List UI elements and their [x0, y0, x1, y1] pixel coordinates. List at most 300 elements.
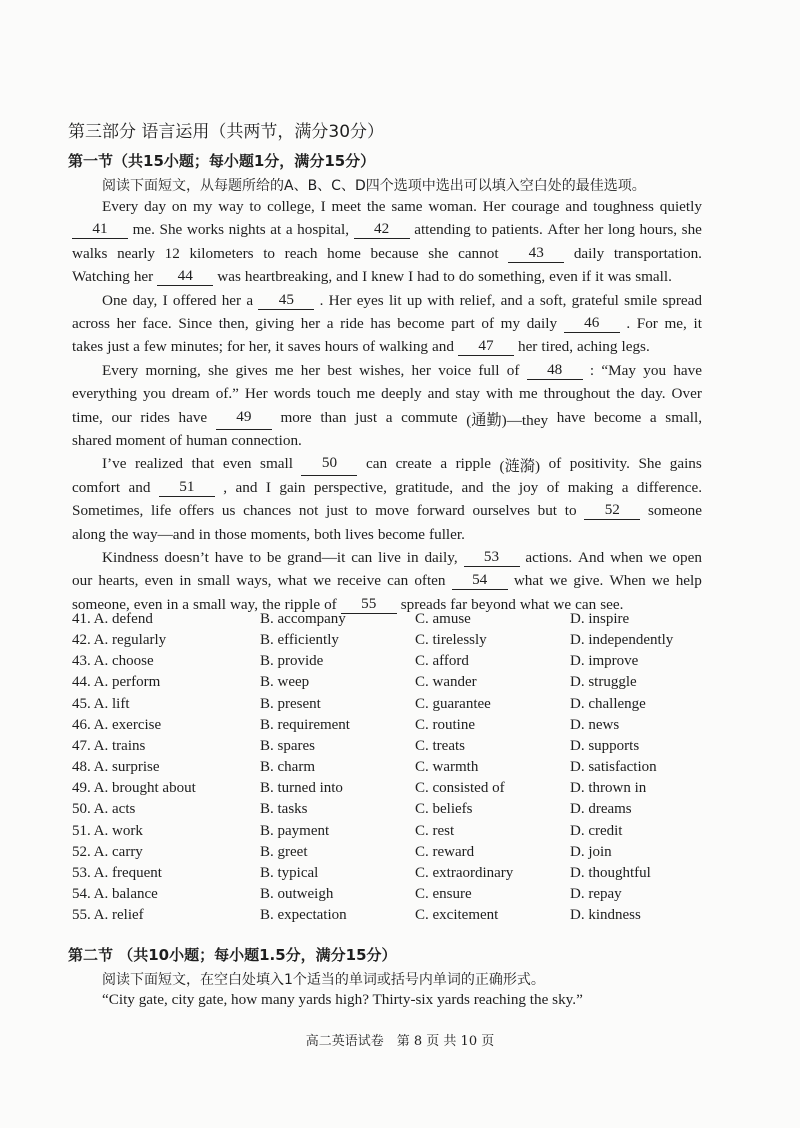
passage-word: I	[408, 268, 414, 286]
passage-word: gains	[669, 455, 702, 473]
passage-word: works	[186, 221, 224, 239]
passage-word: meet	[331, 198, 362, 215]
passage-word: lives	[345, 525, 374, 543]
option-item: B. charm	[260, 759, 315, 776]
passage-word: everything	[72, 385, 137, 403]
passage-word: and	[461, 478, 484, 496]
passage-word: we	[549, 572, 568, 590]
passage-line	[102, 362, 702, 380]
passage-word: dream	[171, 385, 210, 403]
passage-word: with	[427, 291, 455, 309]
passage-word: woman.	[428, 198, 477, 215]
passage-word: doesn’t	[164, 549, 209, 566]
passage-word: of	[324, 595, 337, 613]
passage-word: it	[693, 315, 702, 332]
passage-word: daily,	[424, 549, 458, 566]
option-item: B. outweigh	[260, 885, 334, 902]
passage-word: day,	[132, 291, 158, 309]
passage-word: move	[375, 502, 409, 520]
passage-word: to	[249, 549, 262, 566]
option-item: B. accompany	[260, 611, 346, 627]
option-item: B. greet	[260, 843, 308, 860]
option-item: B. present	[260, 695, 321, 712]
passage-word: even	[222, 455, 252, 473]
passage-word: the	[109, 525, 129, 543]
passage-word: Every	[102, 361, 139, 379]
passage-word: Sometimes,	[72, 502, 144, 520]
option-item: D. struggle	[570, 674, 637, 691]
answer-blank: 47	[458, 338, 514, 356]
answer-blank: 49	[216, 409, 272, 430]
answer-blank: 52	[584, 502, 640, 520]
passage-word: minutes;	[170, 338, 224, 356]
option-item: D. supports	[570, 737, 640, 754]
option-item: C. tirelessly	[415, 632, 487, 649]
passage-line	[72, 526, 702, 544]
passage-word: courage	[511, 198, 560, 215]
passage-word: the	[616, 385, 635, 403]
passage-word: of	[548, 455, 562, 473]
passage-word: face.	[142, 315, 172, 332]
passage-word: become	[594, 408, 642, 426]
passage-word: we	[313, 572, 331, 590]
passage-word: it	[595, 268, 604, 286]
passage-word: even	[549, 268, 578, 286]
option-item: B. typical	[260, 864, 319, 881]
passage-word: in	[406, 549, 419, 566]
passage-word: but	[537, 502, 558, 520]
passage-word: Her	[482, 198, 506, 215]
passage-word: up	[406, 291, 423, 309]
passage-word: of.”	[215, 385, 239, 403]
option-item: 52. A. carry	[72, 843, 143, 860]
passage-word: our	[111, 408, 132, 426]
passage-word: attending	[414, 221, 471, 239]
passage-word: touch	[316, 385, 351, 403]
passage-word: cannot	[458, 244, 499, 262]
passage-word: small	[193, 595, 226, 613]
passage-word: do	[458, 268, 475, 286]
option-item: D. inspire	[570, 611, 630, 627]
option-item: 50. A. acts	[72, 801, 136, 818]
passage-word: daily	[526, 315, 558, 332]
passage-word: give.	[573, 572, 604, 590]
option-item: C. rest	[415, 822, 455, 839]
passage-line	[102, 292, 702, 310]
passage-word: I	[162, 291, 168, 309]
option-item: D. dreams	[570, 801, 632, 818]
passage-word: 12	[164, 244, 180, 262]
option-item: C. reward	[415, 843, 475, 860]
passage-line	[72, 432, 702, 450]
passage-word: beyond	[471, 595, 516, 613]
passage-word: those	[214, 525, 247, 543]
passage-word: same	[391, 198, 423, 215]
passage-word: and	[565, 198, 588, 215]
passage-word: live	[378, 549, 401, 566]
passage-word: words	[273, 385, 311, 403]
passage-word: become	[397, 315, 445, 332]
passage-word: open	[672, 549, 702, 566]
passage-word: soft,	[539, 291, 567, 309]
passage-word: .	[319, 291, 324, 309]
option-item: D. satisfaction	[570, 759, 657, 776]
passage-line	[72, 338, 702, 356]
passage-word: of	[546, 478, 560, 496]
passage-word: Every	[102, 198, 139, 215]
passage-word: I’ve	[102, 455, 127, 473]
passage-line	[72, 268, 702, 286]
answer-blank: 42	[354, 221, 410, 239]
passage-word: small,	[665, 408, 702, 426]
passage-word: and	[500, 291, 523, 309]
passage-word: she	[428, 244, 449, 262]
passage-word: ourselves	[472, 502, 530, 520]
answer-blank: 44	[157, 268, 213, 286]
option-item: 51. A. work	[72, 822, 143, 839]
passage-word: rides	[140, 408, 170, 426]
option-item: B. efficiently	[260, 632, 339, 649]
passage-word: kilometers	[189, 244, 254, 262]
passage-word: something,	[478, 268, 546, 286]
section1-title: 第一节（共15小题；每小题1分，满分15分）	[68, 152, 376, 170]
page-footer: 高二英语试卷 第 8 页 共 10 页	[305, 1034, 495, 1049]
passage-word: hospital,	[297, 221, 350, 239]
passage-word: Over	[671, 385, 702, 403]
passage-word: her	[221, 291, 242, 309]
passage-word: When	[609, 572, 646, 590]
passage-word: we	[648, 549, 667, 566]
option-item: B. requirement	[260, 716, 350, 733]
passage-word: ways,	[236, 572, 272, 590]
passage-word: a	[440, 455, 448, 473]
option-item: B. payment	[260, 822, 330, 839]
passage-word: have	[178, 408, 208, 426]
passage-word: more	[280, 408, 312, 426]
option-item: 45. A. lift	[72, 695, 130, 712]
passage-word: the	[366, 198, 386, 215]
passage-word: throughout	[543, 385, 611, 403]
option-item: B. spares	[260, 737, 315, 754]
passage-word: spread	[662, 291, 702, 309]
passage-word: day.	[640, 385, 666, 403]
passage-word: ripple	[455, 455, 492, 473]
passage-word: best	[327, 361, 352, 379]
passage-word: my	[192, 198, 213, 215]
passage-word: saves	[287, 338, 321, 356]
passage-word: Her	[244, 385, 268, 403]
passage-word: just	[107, 338, 130, 356]
passage-word: difference.	[636, 478, 702, 496]
passage-word: her	[133, 268, 154, 286]
passage-line	[72, 479, 702, 497]
answer-blank: 43	[508, 245, 564, 263]
passage-word: someone	[648, 502, 702, 520]
passage-word: home	[327, 244, 361, 262]
passage-word: even	[133, 595, 163, 613]
option-item: D. join	[570, 843, 612, 860]
passage-line	[102, 549, 702, 567]
passage-word: her	[517, 338, 538, 356]
passage-word: gives	[235, 361, 268, 379]
answer-blank: 54	[452, 572, 508, 590]
section2-first-line: “City gate, city gate, how many yards high? Thirty-six yards reaching the sky.”	[102, 991, 583, 1008]
answer-blank: 41	[72, 221, 128, 239]
passage-word: daily	[573, 244, 605, 262]
passage-word: aching	[577, 338, 618, 356]
option-item: C. amuse	[415, 611, 471, 627]
passage-word: become	[377, 525, 426, 543]
passage-word: you	[142, 385, 166, 403]
passage-line	[72, 572, 702, 590]
passage-word: walks	[72, 244, 108, 262]
passage-word: comfort	[72, 478, 121, 496]
passage-word: full	[478, 361, 500, 379]
answer-blank: 55	[341, 596, 397, 614]
option-item: 47. A. trains	[72, 737, 146, 754]
option-item: B. tasks	[260, 801, 308, 818]
passage-word: my	[500, 315, 521, 332]
option-item: 41. A. defend	[72, 611, 153, 627]
passage-word: fuller.	[429, 525, 465, 543]
passage-word: a	[133, 338, 140, 356]
passage-word: you	[643, 361, 667, 379]
passage-word: just	[326, 502, 348, 520]
answer-blank: 53	[464, 549, 520, 567]
passage-word: grateful	[571, 291, 619, 309]
passage-word: life	[151, 502, 172, 520]
passage-word: have	[214, 549, 244, 566]
passage-word: because	[370, 244, 419, 262]
passage-word: what	[277, 572, 308, 590]
option-item: C. afford	[415, 653, 469, 670]
passage-word: long	[607, 221, 635, 239]
passage-word: her	[300, 361, 321, 379]
passage-word: of	[169, 432, 183, 449]
passage-word: have	[556, 408, 586, 426]
passage-word: help	[675, 572, 702, 590]
passage-word: a	[285, 221, 293, 239]
passage-word: was	[607, 268, 632, 286]
passage-word: day	[144, 198, 167, 215]
passage-word: me,	[664, 315, 687, 332]
passage-word: takes	[72, 338, 104, 356]
passage-word: small	[197, 572, 231, 590]
passage-word: can	[351, 549, 373, 566]
passage-word: if	[581, 268, 592, 286]
passage-word: have	[673, 361, 702, 379]
passage-word: be	[266, 549, 282, 566]
passage-word: grand—it	[287, 549, 346, 566]
passage-word: joy	[518, 478, 539, 496]
passage-word: was	[217, 268, 241, 286]
passage-word: deeply	[381, 385, 422, 403]
part-title: 第三部分 语言运用（共两节，满分30分）	[68, 122, 385, 142]
passage-word: we	[651, 572, 670, 590]
passage-word: it	[275, 338, 284, 356]
passage-word: few	[143, 338, 167, 356]
passage-line	[72, 385, 702, 403]
passage-word: connection.	[231, 432, 302, 449]
passage-word: lit	[388, 291, 402, 309]
passage-word: She	[159, 221, 183, 239]
passage-word: see.	[600, 595, 624, 613]
passage-line	[72, 245, 702, 263]
passage-word: making	[567, 478, 614, 496]
passage-word: I	[320, 198, 326, 215]
option-item: C. warmth	[415, 759, 479, 776]
passage-word: along	[72, 525, 106, 543]
option-item: B. turned into	[260, 780, 343, 797]
passage-word: voice	[438, 361, 472, 379]
passage-word: giving	[255, 315, 295, 332]
passage-word: me	[274, 361, 294, 379]
passage-word: the	[491, 478, 511, 496]
passage-word: transportation.	[613, 244, 702, 262]
passage-word: I	[265, 478, 271, 496]
passage-word: quietly	[659, 198, 702, 215]
passage-word: nights	[228, 221, 266, 239]
passage-word: in	[179, 572, 192, 590]
passage-word: toughness	[593, 198, 654, 215]
passage-word: the	[262, 595, 281, 613]
passage-word: and	[128, 478, 151, 496]
passage-word: relief,	[459, 291, 496, 309]
option-item: C. ensure	[415, 885, 472, 902]
option-item: B. provide	[260, 653, 324, 670]
passage-word: to	[475, 221, 488, 239]
option-item: 42. A. regularly	[72, 632, 167, 649]
passage-word: perspective,	[313, 478, 387, 496]
option-item: D. repay	[570, 885, 622, 902]
passage-word: we	[553, 595, 572, 613]
passage-word: :	[589, 361, 595, 379]
passage-word: what	[519, 595, 550, 613]
passage-word: can	[575, 595, 597, 613]
passage-word: positivity.	[569, 455, 630, 473]
passage-word: has	[370, 315, 391, 332]
passage-line	[102, 198, 702, 216]
passage-word: part	[451, 315, 475, 332]
passage-word: us	[221, 502, 236, 520]
passage-word: me	[356, 385, 376, 403]
passage-word: “May	[601, 361, 637, 379]
passage-word: at	[270, 221, 282, 239]
passage-word: far	[450, 595, 468, 613]
passage-word: in	[166, 595, 179, 613]
passage-word: and	[427, 385, 450, 403]
passage-word: a	[246, 291, 254, 309]
option-item: C. beliefs	[415, 801, 473, 818]
passage-word: both	[314, 525, 342, 543]
passage-word: reach	[284, 244, 318, 262]
passage-word: small.	[635, 268, 672, 286]
passage-word: forward	[416, 502, 465, 520]
passage-word: what	[513, 572, 544, 590]
passage-word: had	[417, 268, 440, 286]
option-item: C. guarantee	[415, 695, 491, 712]
passage-word: someone,	[72, 595, 130, 613]
passage-word: human	[186, 432, 228, 449]
passage-word: tired,	[541, 338, 574, 356]
passage-word: gratitude,	[395, 478, 454, 496]
passage-word: of	[481, 315, 495, 332]
passage-word: heartbreaking,	[244, 268, 333, 286]
passage-word: to	[355, 502, 368, 520]
section2-instruction: 阅读下面短文，在空白处填入1个适当的单词或括号内单词的正确形式。	[102, 972, 545, 988]
option-item: C. extraordinary	[415, 864, 514, 881]
option-item: D. news	[570, 716, 620, 733]
passage-word: eyes	[356, 291, 384, 309]
passage-word: morning,	[145, 361, 201, 379]
passage-word: to	[443, 268, 455, 286]
passage-word: legs.	[621, 338, 650, 356]
passage-word: a	[621, 478, 629, 496]
passage-word: For	[636, 315, 658, 332]
passage-word: small	[260, 455, 293, 473]
passage-word: .	[626, 315, 631, 332]
passage-word: she	[681, 221, 702, 239]
passage-word: Watching	[72, 268, 130, 286]
passage-word: patients.	[491, 221, 543, 239]
answer-blank: 50	[301, 455, 357, 476]
passage-word: way	[218, 198, 244, 215]
option-item: C. wander	[415, 674, 477, 691]
passage-word: time,	[72, 408, 103, 426]
answer-blank: 46	[564, 315, 620, 333]
section1-instruction: 阅读下面短文，从每题所给的A、B、C、D四个选项中选出可以填入空白处的最佳选项。	[102, 178, 646, 194]
passage-word: of	[362, 338, 376, 356]
passage-word: receive	[337, 572, 381, 590]
passage-word: way,	[229, 595, 259, 613]
passage-word: realized	[134, 455, 184, 473]
passage-word: often	[414, 572, 446, 590]
passage-word: our	[72, 572, 93, 590]
option-item: B. expectation	[260, 907, 347, 924]
option-item: D. thrown in	[570, 780, 647, 797]
answer-blank: 48	[527, 362, 583, 380]
passage-word: than	[320, 408, 347, 426]
passage-word: and	[235, 478, 258, 496]
passage-word: even	[144, 572, 174, 590]
option-item: 53. A. frequent	[72, 864, 162, 881]
option-item: 46. A. exercise	[72, 716, 162, 733]
passage-word: hours,	[639, 221, 678, 239]
option-item: D. independently	[570, 632, 674, 649]
option-item: D. credit	[570, 822, 623, 839]
passage-word: of	[506, 361, 520, 379]
option-item: 44. A. perform	[72, 674, 161, 691]
passage-word: (通勤)—they	[466, 411, 549, 429]
option-item: C. routine	[415, 716, 475, 733]
passage-word: a	[649, 408, 657, 426]
passage-word: me	[519, 385, 538, 403]
passage-word: her	[116, 315, 136, 332]
passage-word: a	[182, 595, 190, 613]
passage-word: moment	[115, 432, 166, 449]
passage-word: when	[610, 549, 643, 566]
option-item: D. improve	[570, 653, 639, 670]
passage-word: moments,	[250, 525, 311, 543]
passage-word: actions.	[525, 549, 573, 566]
passage-word: I	[362, 268, 368, 286]
passage-word: offers	[178, 502, 215, 520]
passage-word: smile	[624, 291, 658, 309]
passage-word: to	[564, 502, 577, 520]
passage-word: chances	[243, 502, 292, 520]
option-item: C. treats	[415, 737, 465, 754]
passage-word: her	[411, 361, 431, 379]
